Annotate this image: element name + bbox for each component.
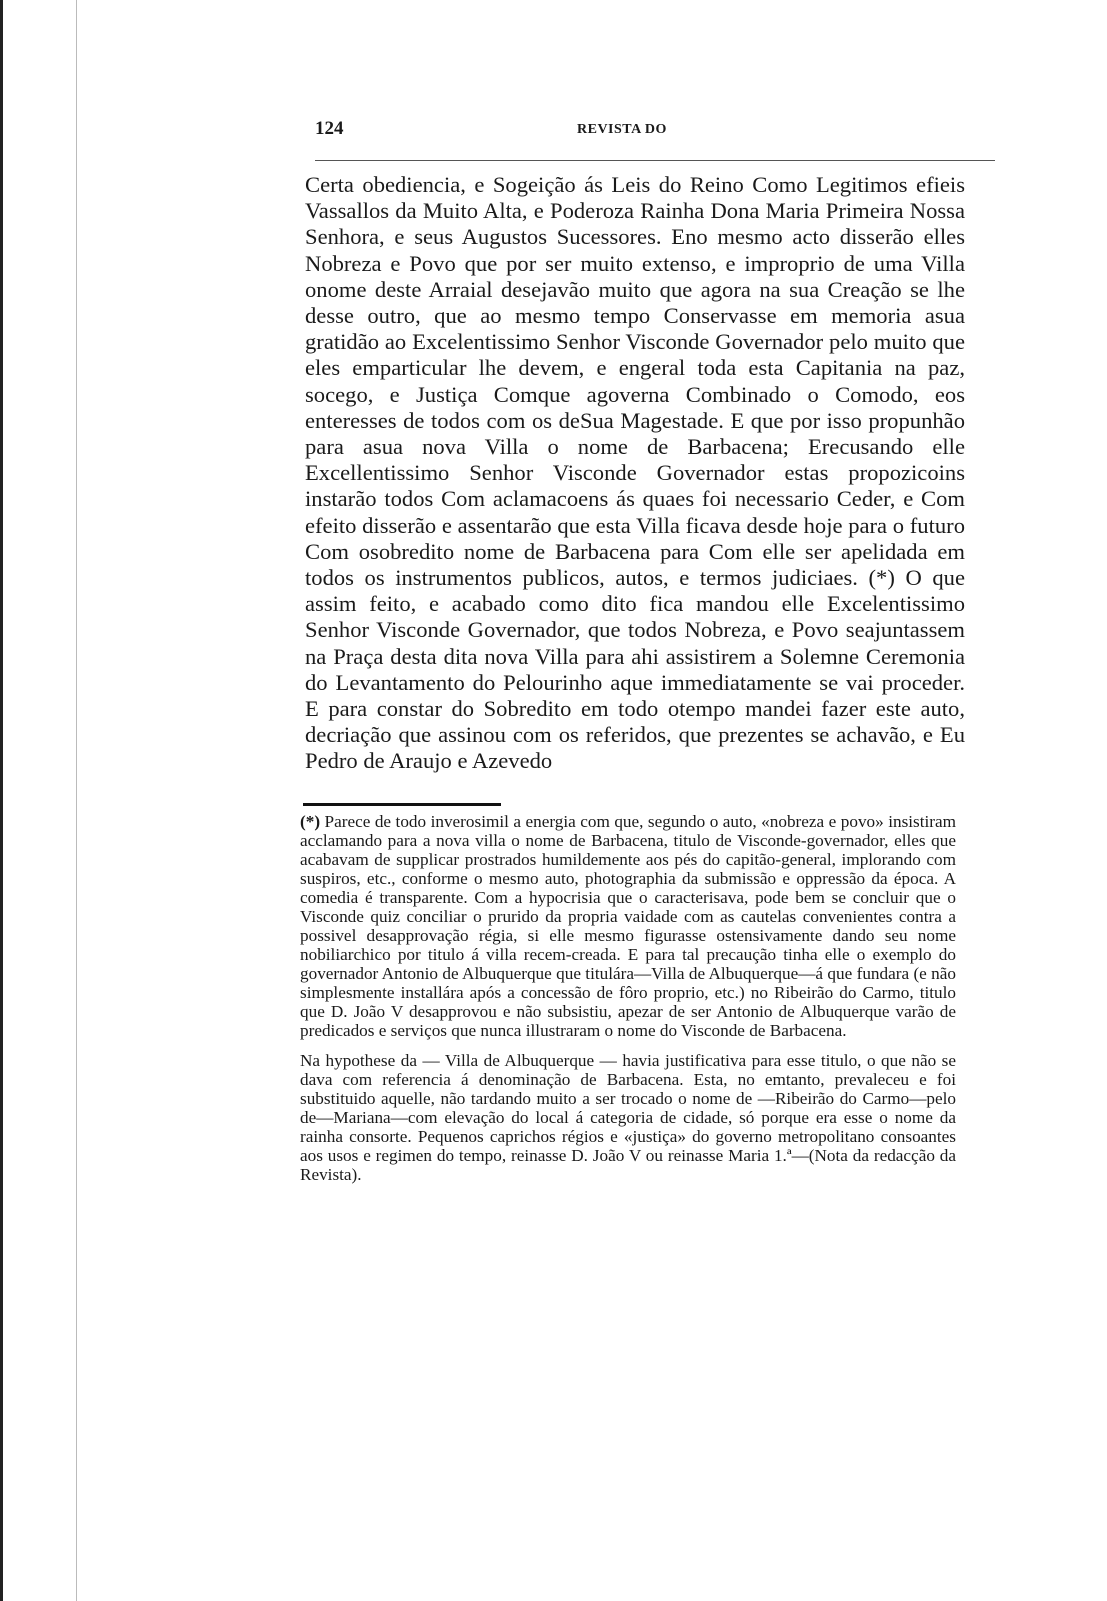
footnote-1-text: Parece de todo inverosimil a energia com que, segundo o auto, «nobreza e povo» insistiram acclamando para a nova villa o nome de Barbacena, titulo de Visconde-governador, elles que acabavam de supplicar prostrados humildemente aos pés do capitão-general, implorando com suspiros, etc., conforme o mesmo auto, photographia da submissão e oppressão da época. A comedia é transparente. Com a hypocrisia que o caracterisava, pode bem se concluir que o Visconde quiz conciliar o prurido da propria vaidade com as cautelas convenientes contra a possivel desapprovação régia, si elle mesmo figurasse ostensivamente dando seu nome nobiliarchico por titulo á villa recem-creada. E para tal precaução tinha elle o exemplo do governador Antonio de Albuquerque que titulára—Villa de Albuquerque—á que fundara (e não simplesmente installára após a concessão de fôro proprio, etc.) no Ribeirão do Carmo, titulo que D. João V desapprovou e não subsistiu, apezar de ser Antonio de Albuquerque varão de predicados e serviços que nunca illustraram o nome do Visconde de Barbacena.: [300, 812, 957, 1040]
footnote-mark: (*): [300, 812, 321, 831]
binding-shadow: [76, 0, 77, 1601]
page-number: 124: [315, 118, 344, 139]
body-text: Certa obediencia, e Sogeição ás Leis do Reino Como Legitimos efieis Vassallos da Muito Alta, e Poderoza Rainha Dona Maria Primeira Nossa Senhora, e seus Augustos Sucessores. Eno mesmo acto disserão elles Nobreza e Povo que por ser muito extenso, e improprio de uma Villa onome deste Arraial desejavão muito que agora na sua Creação se lhe desse outro, que ao mesmo tempo Conservasse em memoria asua gratidão ao Excelentissimo Senhor Visconde Governador pelo muito que eles emparticular lhe devem, e engeral toda esta Capitania na paz, socego, e Justiça Comque agoverna Combinado o Comodo, eos enteresses de todos com os deSua Magestade. E que por isso propunhão para asua nova Villa o nome de Barbacena; Erecusando elle Excellentissimo Senhor Visconde Governador estas propozicoins instarão todos Com aclamacoens ás quaes foi necessario Ceder, e Com efeito disserão e assentarão que esta Villa ficava desde hoje para o futuro Com osobredito nome de Barbacena para Com elle ser apelidada em todos os instrumentos publicos, autos, e termos judiciaes. (*) O que assim feito, e acabado como dito fica mandou elle Excelentissimo Senhor Visconde Governador, que todos Nobreza, e Povo seajuntassem na Praça desta dita nova Villa para ahi assistirem a Solemne Ceremonia do Levantamento do Pelourinho aque immediatamente se vai proceder. E para constar do Sobredito em todo otempo mandei fazer este auto, decriação que assinou com os referidos, que prezentes se achavão, e Eu Pedro de Araujo e Azevedo: [305, 172, 965, 774]
footnote-1: [300, 812, 956, 1040]
footnotes: [300, 812, 956, 1184]
footnote-2: [300, 1051, 956, 1184]
footnote-2-text: Na hypothese da — Villa de Albuquerque — havia justificativa para esse titulo, o que não se dava com referencia á denominação de Barbacena. Esta, no emtanto, prevaleceu e foi substituido aquelle, não tardando muito a ser trocado o nome de —Ribeirão do Carmo—pelo de—Mariana—com elevação do local á categoria de cidade, só porque era esse o nome da rainha consorte. Pequenos caprichos régios e «justiça» do governo metropolitano consoantes aos usos e regimen do tempo, reinasse D. João V ou reinasse Maria 1.ª—(Nota da redacção da Revista).: [300, 1051, 956, 1184]
page-header: [315, 118, 995, 146]
binding-edge: [0, 0, 3, 1601]
footnote-separator: [303, 803, 501, 806]
header-rule: [315, 160, 995, 161]
running-head: REVISTA DO: [577, 122, 667, 137]
